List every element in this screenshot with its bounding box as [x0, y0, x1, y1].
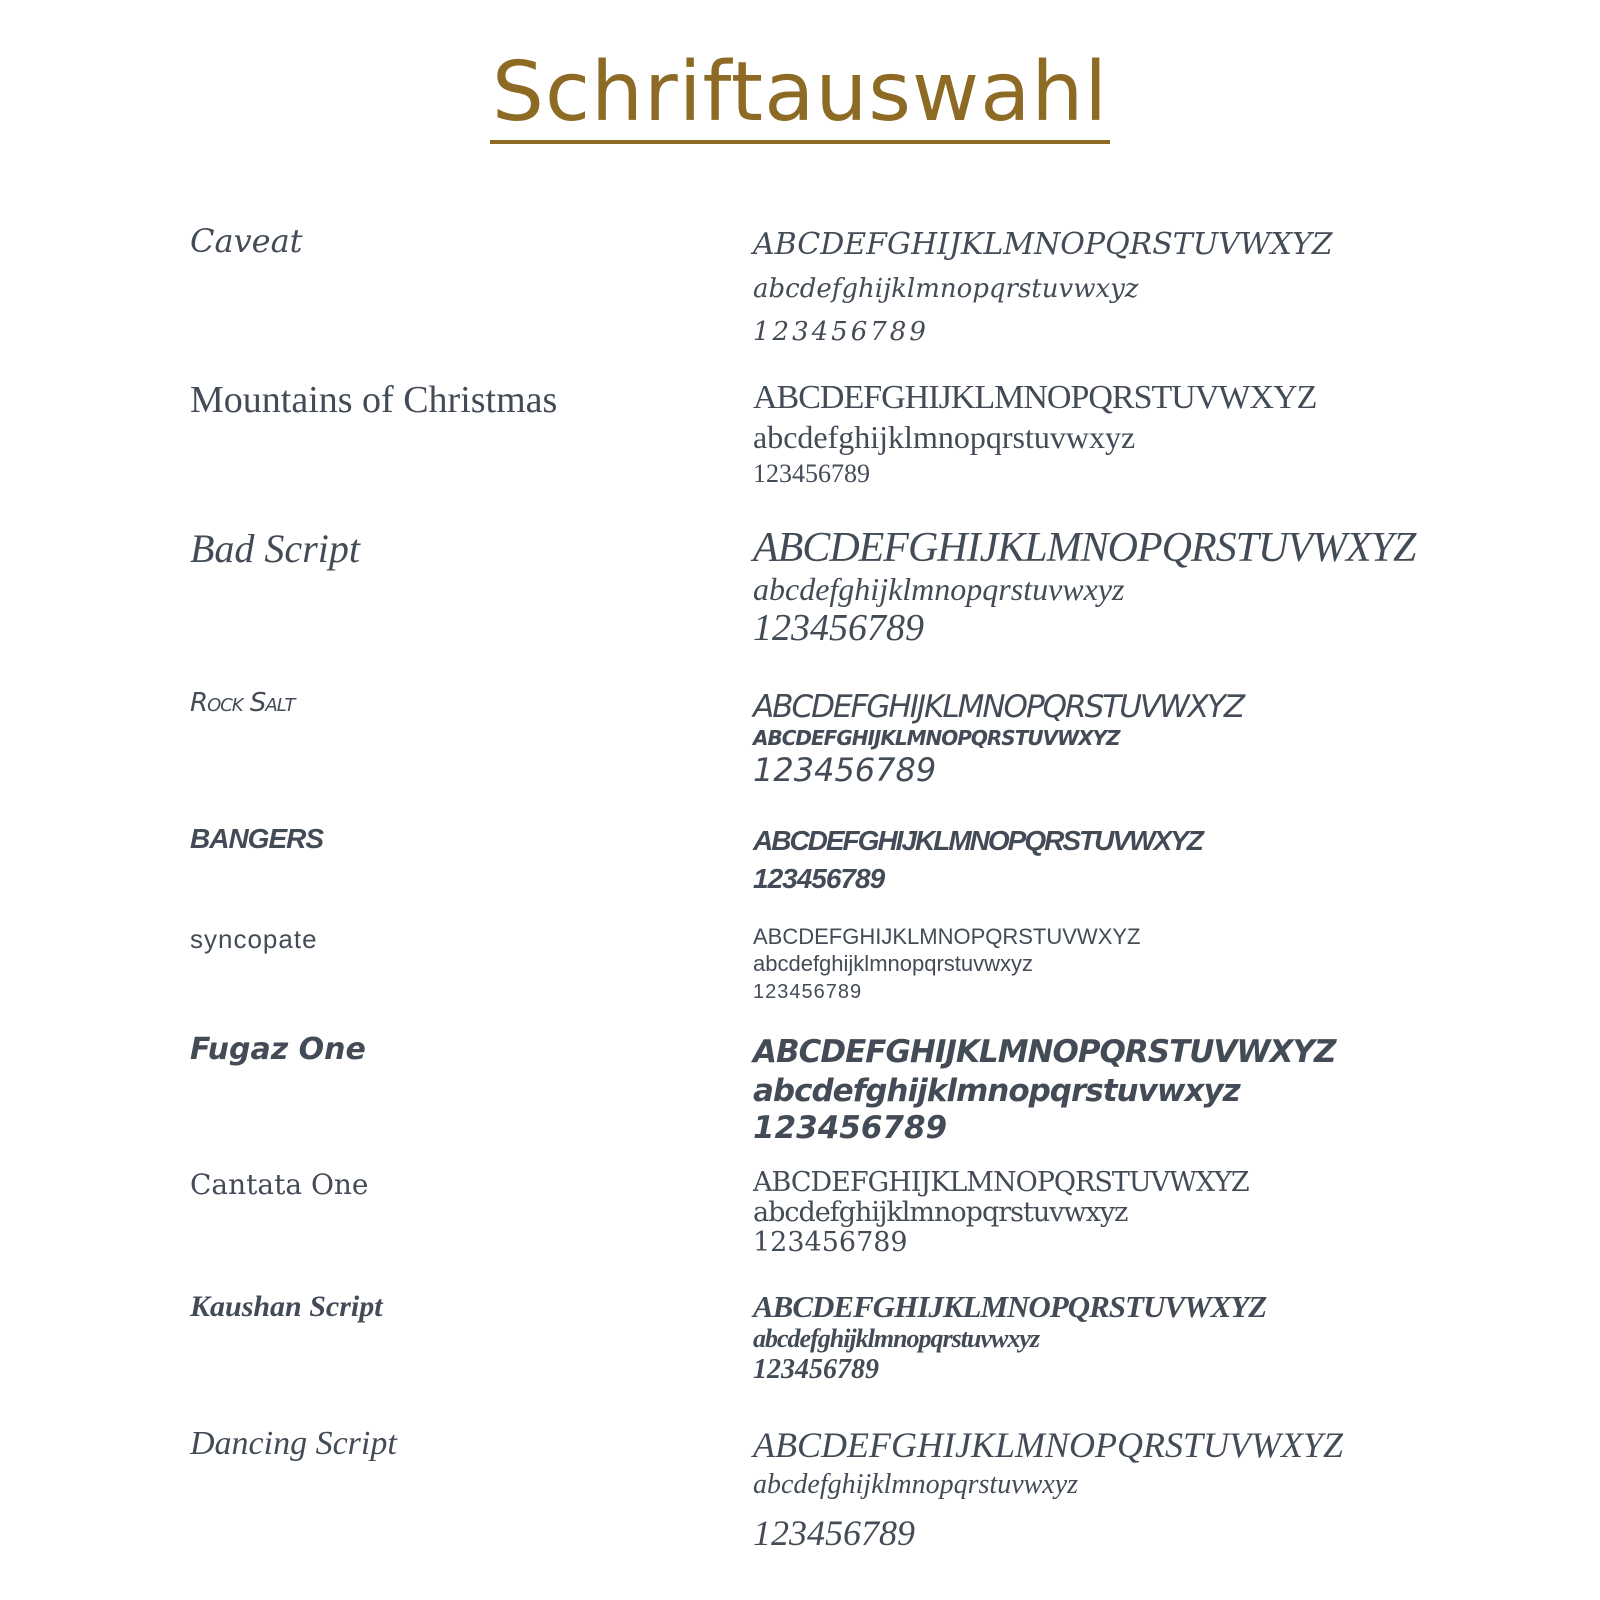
font-name: Cantata One — [190, 1168, 369, 1201]
sample-uppercase: ABCDEFGHIJKLMNOPQRSTUVWXYZ — [753, 227, 1333, 262]
font-name: Bad Script — [190, 526, 360, 571]
font-sample — [753, 688, 1243, 790]
page-title-wrapper — [0, 45, 1600, 144]
font-name: Rock Salt — [190, 688, 295, 718]
font-name: Caveat — [190, 222, 303, 260]
sample-lowercase: abcdefghijklmnopqrstuvwxyz — [753, 274, 1139, 304]
font-sample — [753, 378, 1316, 492]
sample-uppercase: ABCDEFGHIJKLMNOPQRSTUVWXYZ — [753, 825, 1202, 856]
sample-uppercase: ABCDEFGHIJKLMNOPQRSTUVWXYZ — [753, 924, 1141, 949]
sample-uppercase: ABCDEFGHIJKLMNOPQRSTUVWXYZ — [753, 1289, 1267, 1324]
font-name: Dancing Script — [190, 1425, 397, 1462]
sample-digits: 123456789 — [753, 317, 929, 347]
font-sample — [753, 924, 1140, 1006]
font-name: Fugaz One — [190, 1032, 366, 1067]
sample-uppercase: ABCDEFGHIJKLMNOPQRSTUVWXYZ — [753, 1425, 1343, 1465]
sample-uppercase: ABCDEFGHIJKLMNOPQRSTUVWXYZ — [753, 525, 1416, 571]
sample-lowercase: abcdefghijklmnopqrstuvwxyz — [753, 1073, 1240, 1109]
sample-uppercase: ABCDEFGHIJKLMNOPQRSTUVWXYZ — [753, 1167, 1249, 1198]
sample-digits: 123456789 — [753, 459, 870, 488]
sample-digits: 123456789 — [753, 1227, 908, 1258]
sample-digits: 123456789 — [753, 751, 937, 789]
font-sample — [753, 1168, 1249, 1258]
sample-digits: 123456789 — [753, 863, 885, 894]
sample-digits: 123456789 — [753, 981, 863, 1003]
font-sample — [753, 222, 1333, 354]
font-name: Mountains of Christmas — [190, 379, 558, 421]
sample-lowercase: abcdefghijklmnopqrstuvwxyz — [753, 1197, 1128, 1228]
font-sample — [753, 1290, 1266, 1386]
sample-digits: 123456789 — [753, 1110, 948, 1146]
sample-digits: 123456789 — [753, 607, 924, 649]
font-sample — [753, 823, 1202, 899]
sample-uppercase: ABCDEFGHIJKLMNOPQRSTUVWXYZ — [753, 379, 1317, 416]
font-sample — [753, 1032, 1335, 1146]
font-name: syncopate — [190, 924, 318, 954]
sample-uppercase: ABCDEFGHIJKLMNOPQRSTUVWXYZ — [753, 689, 1244, 725]
sample-lowercase: abcdefghijklmnopqrstuvwxyz — [753, 951, 1034, 976]
sample-lowercase: abcdefghijklmnopqrstuvwxyz — [753, 1324, 1040, 1353]
sample-uppercase: ABCDEFGHIJKLMNOPQRSTUVWXYZ — [753, 1034, 1336, 1070]
font-sample — [753, 1425, 1343, 1561]
font-name: Kaushan Script — [190, 1290, 383, 1323]
sample-digits: 123456789 — [753, 1513, 915, 1553]
font-name: BANGERS — [190, 823, 324, 854]
sample-lowercase: abcdefghijklmnopqrstuvwxyz — [753, 571, 1125, 607]
sample-uppercase-small: ABCDEFGHIJKLMNOPQRSTUVWXYZ — [753, 726, 1120, 750]
sample-lowercase: abcdefghijklmnopqrstuvwxyz — [753, 419, 1136, 455]
font-sample — [753, 525, 1415, 649]
page-title: Schriftauswahl — [490, 52, 1110, 144]
sample-digits: 123456789 — [753, 1354, 879, 1385]
sample-lowercase: abcdefghijklmnopqrstuvwxyz — [753, 1469, 1079, 1500]
